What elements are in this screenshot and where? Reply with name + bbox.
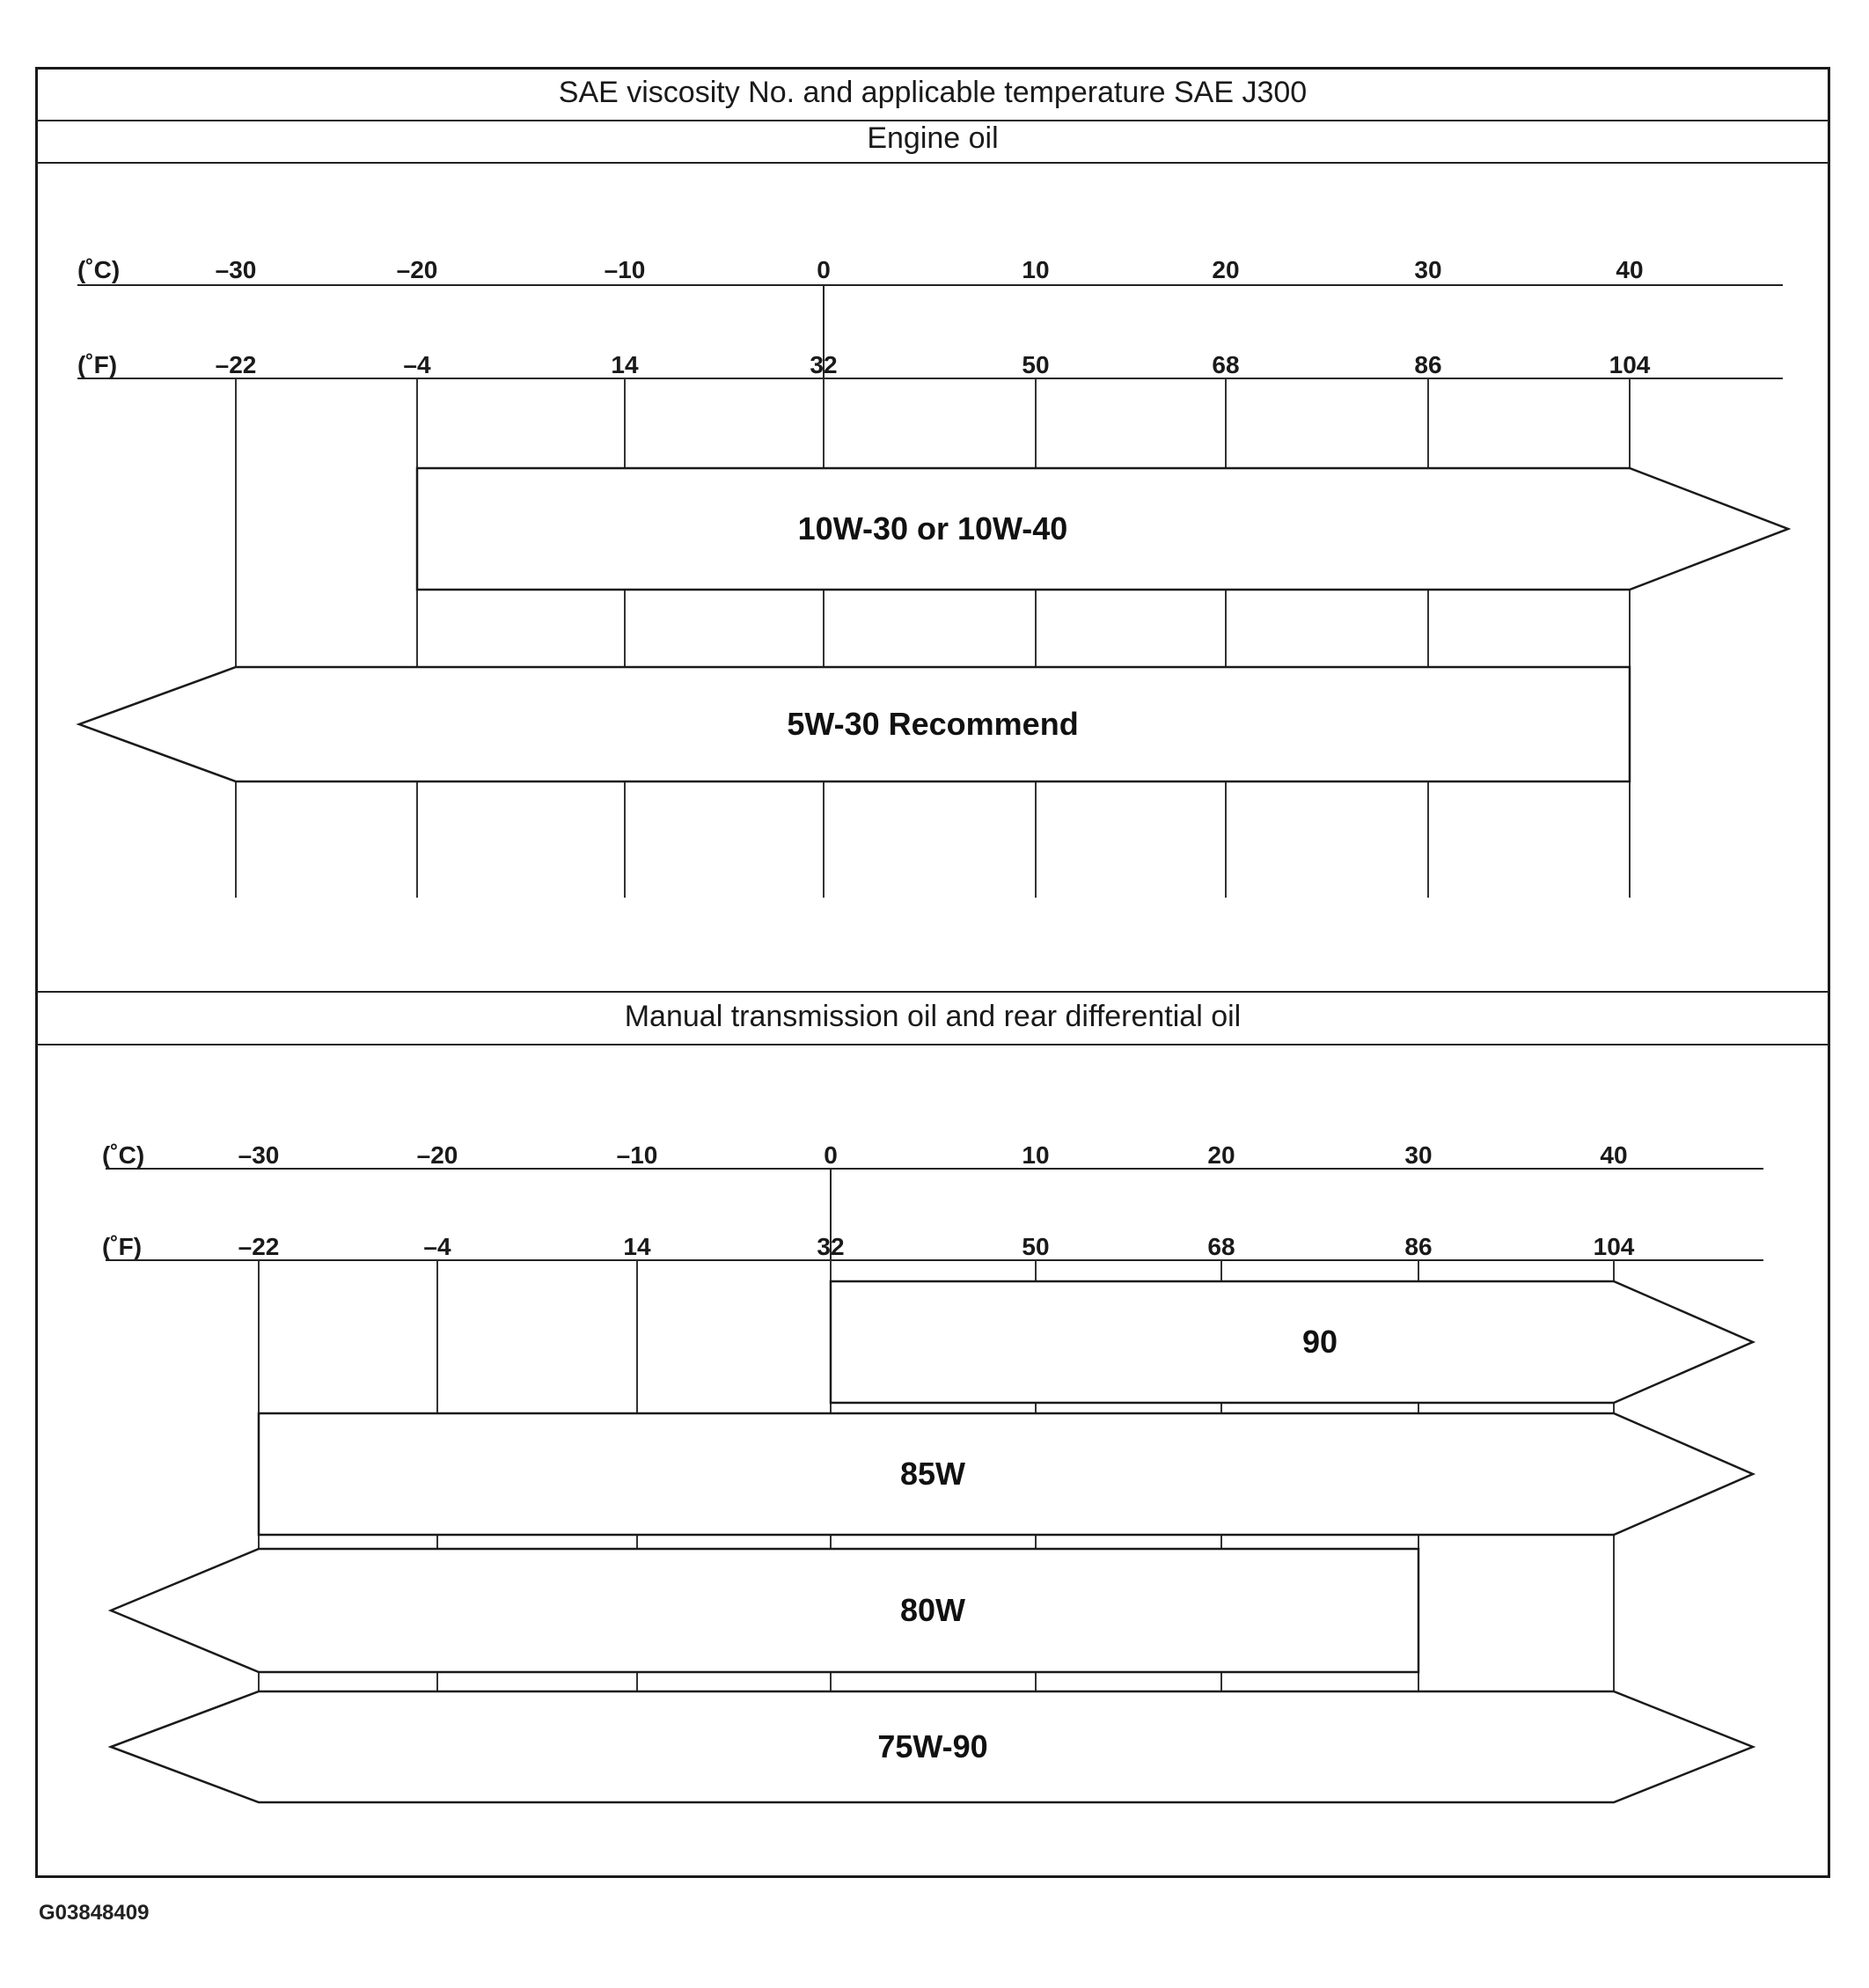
transmission-fahrenheit-unit-label: (˚F) xyxy=(102,1233,143,1260)
engine-celsius-tick-label: 0 xyxy=(817,256,831,283)
transmission-fahrenheit-tick-label: 104 xyxy=(1593,1233,1635,1260)
engine-fahrenheit-tick-label: –22 xyxy=(215,351,257,378)
engine-fahrenheit-tick-label: –4 xyxy=(403,351,431,378)
transmission-celsius-tick-label: –20 xyxy=(416,1141,458,1169)
engine-band-arrow xyxy=(417,468,1788,590)
engine-fahrenheit-tick-label: 86 xyxy=(1414,351,1442,378)
engine-celsius-unit-label: (˚C) xyxy=(77,256,121,283)
engine-fahrenheit-tick-label: 104 xyxy=(1609,351,1651,378)
engine-celsius-tick-label: 30 xyxy=(1414,256,1442,283)
engine-oil-title: Engine oil xyxy=(867,121,999,155)
transmission-band-label: 85W xyxy=(899,1456,966,1492)
engine-celsius-tick-label: –10 xyxy=(604,256,646,283)
transmission-celsius-tick-label: 10 xyxy=(1022,1141,1050,1169)
transmission-celsius-tick-label: 20 xyxy=(1207,1141,1235,1169)
transmission-fahrenheit-tick-label: 86 xyxy=(1404,1233,1433,1260)
engine-celsius-tick-label: –20 xyxy=(396,256,438,283)
transmission-celsius-tick-label: 0 xyxy=(824,1141,838,1169)
engine-fahrenheit-tick-label: 68 xyxy=(1212,351,1240,378)
figure-id: G03848409 xyxy=(39,1901,150,1925)
transmission-fahrenheit-tick-label: 68 xyxy=(1207,1233,1235,1260)
transmission-celsius-tick-label: –10 xyxy=(616,1141,658,1169)
transmission-band-arrow xyxy=(831,1281,1753,1403)
transmission-band-arrow xyxy=(111,1549,1418,1672)
transmission-oil-title: Manual transmission oil and rear differential oil xyxy=(624,1000,1242,1033)
transmission-celsius-unit-label: (˚C) xyxy=(102,1141,145,1169)
engine-fahrenheit-tick-label: 32 xyxy=(810,351,838,378)
transmission-celsius-tick-label: 30 xyxy=(1404,1141,1433,1169)
transmission-band-label: 90 xyxy=(1301,1324,1338,1360)
engine-band-label: 5W-30 Recommend xyxy=(787,706,1079,742)
transmission-fahrenheit-tick-label: –22 xyxy=(238,1233,280,1260)
transmission-fahrenheit-tick-label: –4 xyxy=(423,1233,451,1260)
transmission-celsius-tick-label: 40 xyxy=(1600,1141,1628,1169)
page-title: SAE viscosity No. and applicable temperature SAE J300 xyxy=(558,76,1308,109)
engine-fahrenheit-tick-label: 50 xyxy=(1022,351,1050,378)
engine-celsius-tick-label: 40 xyxy=(1616,256,1644,283)
engine-band-label: 10W-30 or 10W-40 xyxy=(797,510,1068,547)
transmission-fahrenheit-tick-label: 50 xyxy=(1022,1233,1050,1260)
transmission-celsius-tick-label: –30 xyxy=(238,1141,280,1169)
transmission-band-arrow xyxy=(259,1413,1753,1535)
transmission-band-label: 75W-90 xyxy=(877,1728,988,1764)
engine-celsius-tick-label: 10 xyxy=(1022,256,1050,283)
transmission-fahrenheit-tick-label: 32 xyxy=(817,1233,845,1260)
engine-fahrenheit-tick-label: 14 xyxy=(611,351,639,378)
engine-celsius-tick-label: –30 xyxy=(215,256,257,283)
transmission-band-label: 80W xyxy=(899,1592,966,1628)
engine-celsius-tick-label: 20 xyxy=(1212,256,1240,283)
engine-fahrenheit-unit-label: (˚F) xyxy=(77,351,118,378)
transmission-fahrenheit-tick-label: 14 xyxy=(623,1233,651,1260)
